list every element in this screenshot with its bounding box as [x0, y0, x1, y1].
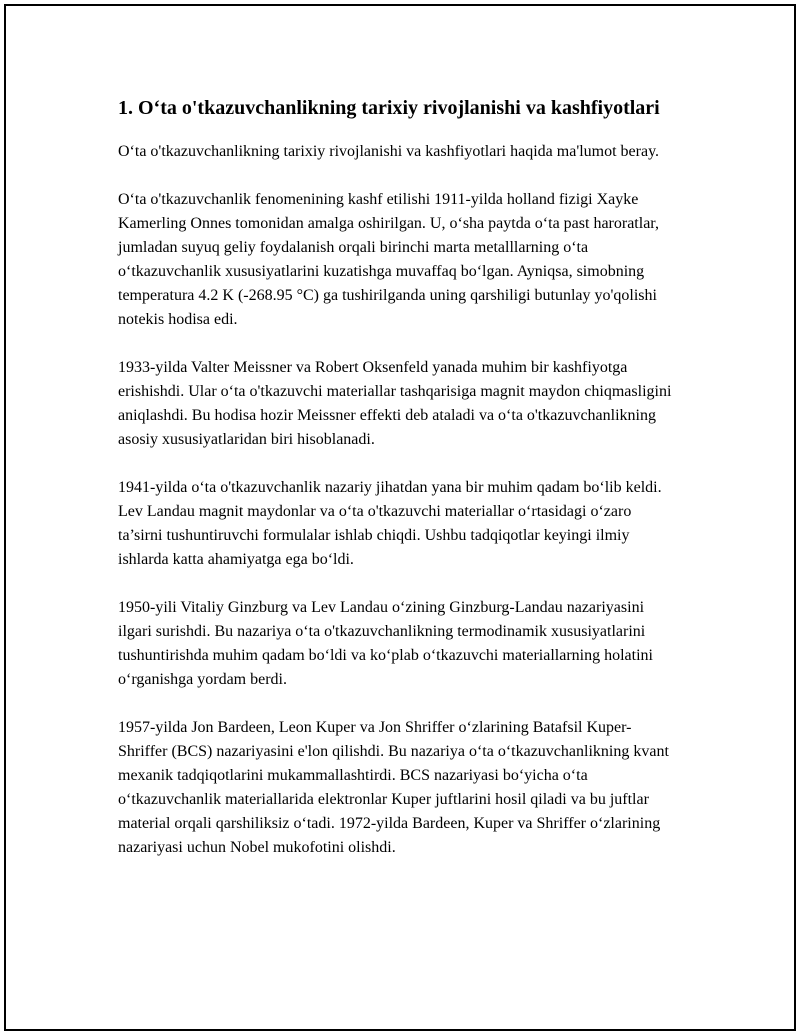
intro-paragraph: O‘ta o'tkazuvchanlikning tarixiy rivojlanishi va kashfiyotlari haqida ma'lumot beray.	[118, 143, 660, 160]
document-body	[118, 94, 678, 884]
paragraph-1933-meissner: 1933-yilda Valter Meissner va Robert Oksenfeld yanada muhim bir kashfiyotga erishishdi. Ular o‘ta o'tkazuvchi materiallar tashqarisiga magnit maydon chiqmasligini aniqlashdi. Bu hodisa hozir Meissner effekti deb ataladi va o‘ta o'tkazuvchanlikning asosiy xususiyatlaridan biri hisoblanadi.	[118, 359, 672, 448]
paragraph-1941-landau: 1941-yilda o‘ta o'tkazuvchanlik nazariy jihatdan yana bir muhim qadam bo‘lib keldi. Lev Landau magnit maydonlar va o‘ta o'tkazuvchi materiallar o‘rtasidagi o‘zaro ta’sirni tushuntiruvchi formulalar ishlab chiqdi. Ushbu tadqiqotlar keyingi ilmiy ishlarda katta ahamiyatga ega bo‘ldi.	[118, 479, 662, 568]
section-heading: 1. O‘ta o'tkazuvchanlikning tarixiy rivojlanishi va kashfiyotlari	[118, 97, 660, 119]
paragraph-1957-bcs: 1957-yilda Jon Bardeen, Leon Kuper va Jon Shriffer o‘zlarining Batafsil Kuper-Shriffer (BCS) nazariyasini e'lon qilishdi. Bu nazariya o‘ta o‘tkazuvchanlikning kvant mexanik tadqiqotlarini mukammallashtirdi. BCS nazariyasi bo‘yicha o‘ta o‘tkazuvchanlik materiallarida elektronlar Kuper juftlarini hosil qiladi va bu juftlar material orqali qarshiliksiz o‘tadi. 1972-yilda Bardeen, Kuper va Shriffer o‘zlarining nazariyasi uchun Nobel mukofotini olishdi.	[118, 719, 669, 856]
paragraph-1950-ginzburg-landau: 1950-yili Vitaliy Ginzburg va Lev Landau o‘zining Ginzburg-Landau nazariyasini ilgari surishdi. Bu nazariya o‘ta o'tkazuvchanlikning termodinamik xususiyatlarini tushuntirishda muhim qadam bo‘ldi va ko‘plab o‘tkazuvchi materiallarning holatini o‘rganishga yordam berdi.	[118, 599, 653, 688]
paragraph-1911-discovery: O‘ta o'tkazuvchanlik fenomenining kashf etilishi 1911-yilda holland fizigi Xayke Kamerling Onnes tomonidan amalga oshirilgan. U, o‘sha paytda o‘ta past haroratlar, jumladan suyuq geliy foydalanish orqali birinchi marta metalllarning o‘ta o‘tkazuvchanlik xususiyatlarini kuzatishga muvaffaq bo‘lgan. Ayniqsa, simobning temperatura 4.2 K (-268.95 °C) ga tushirilganda uning qarshiligi butunlay yo'qolishi notekis hodisa edi.	[118, 191, 659, 328]
